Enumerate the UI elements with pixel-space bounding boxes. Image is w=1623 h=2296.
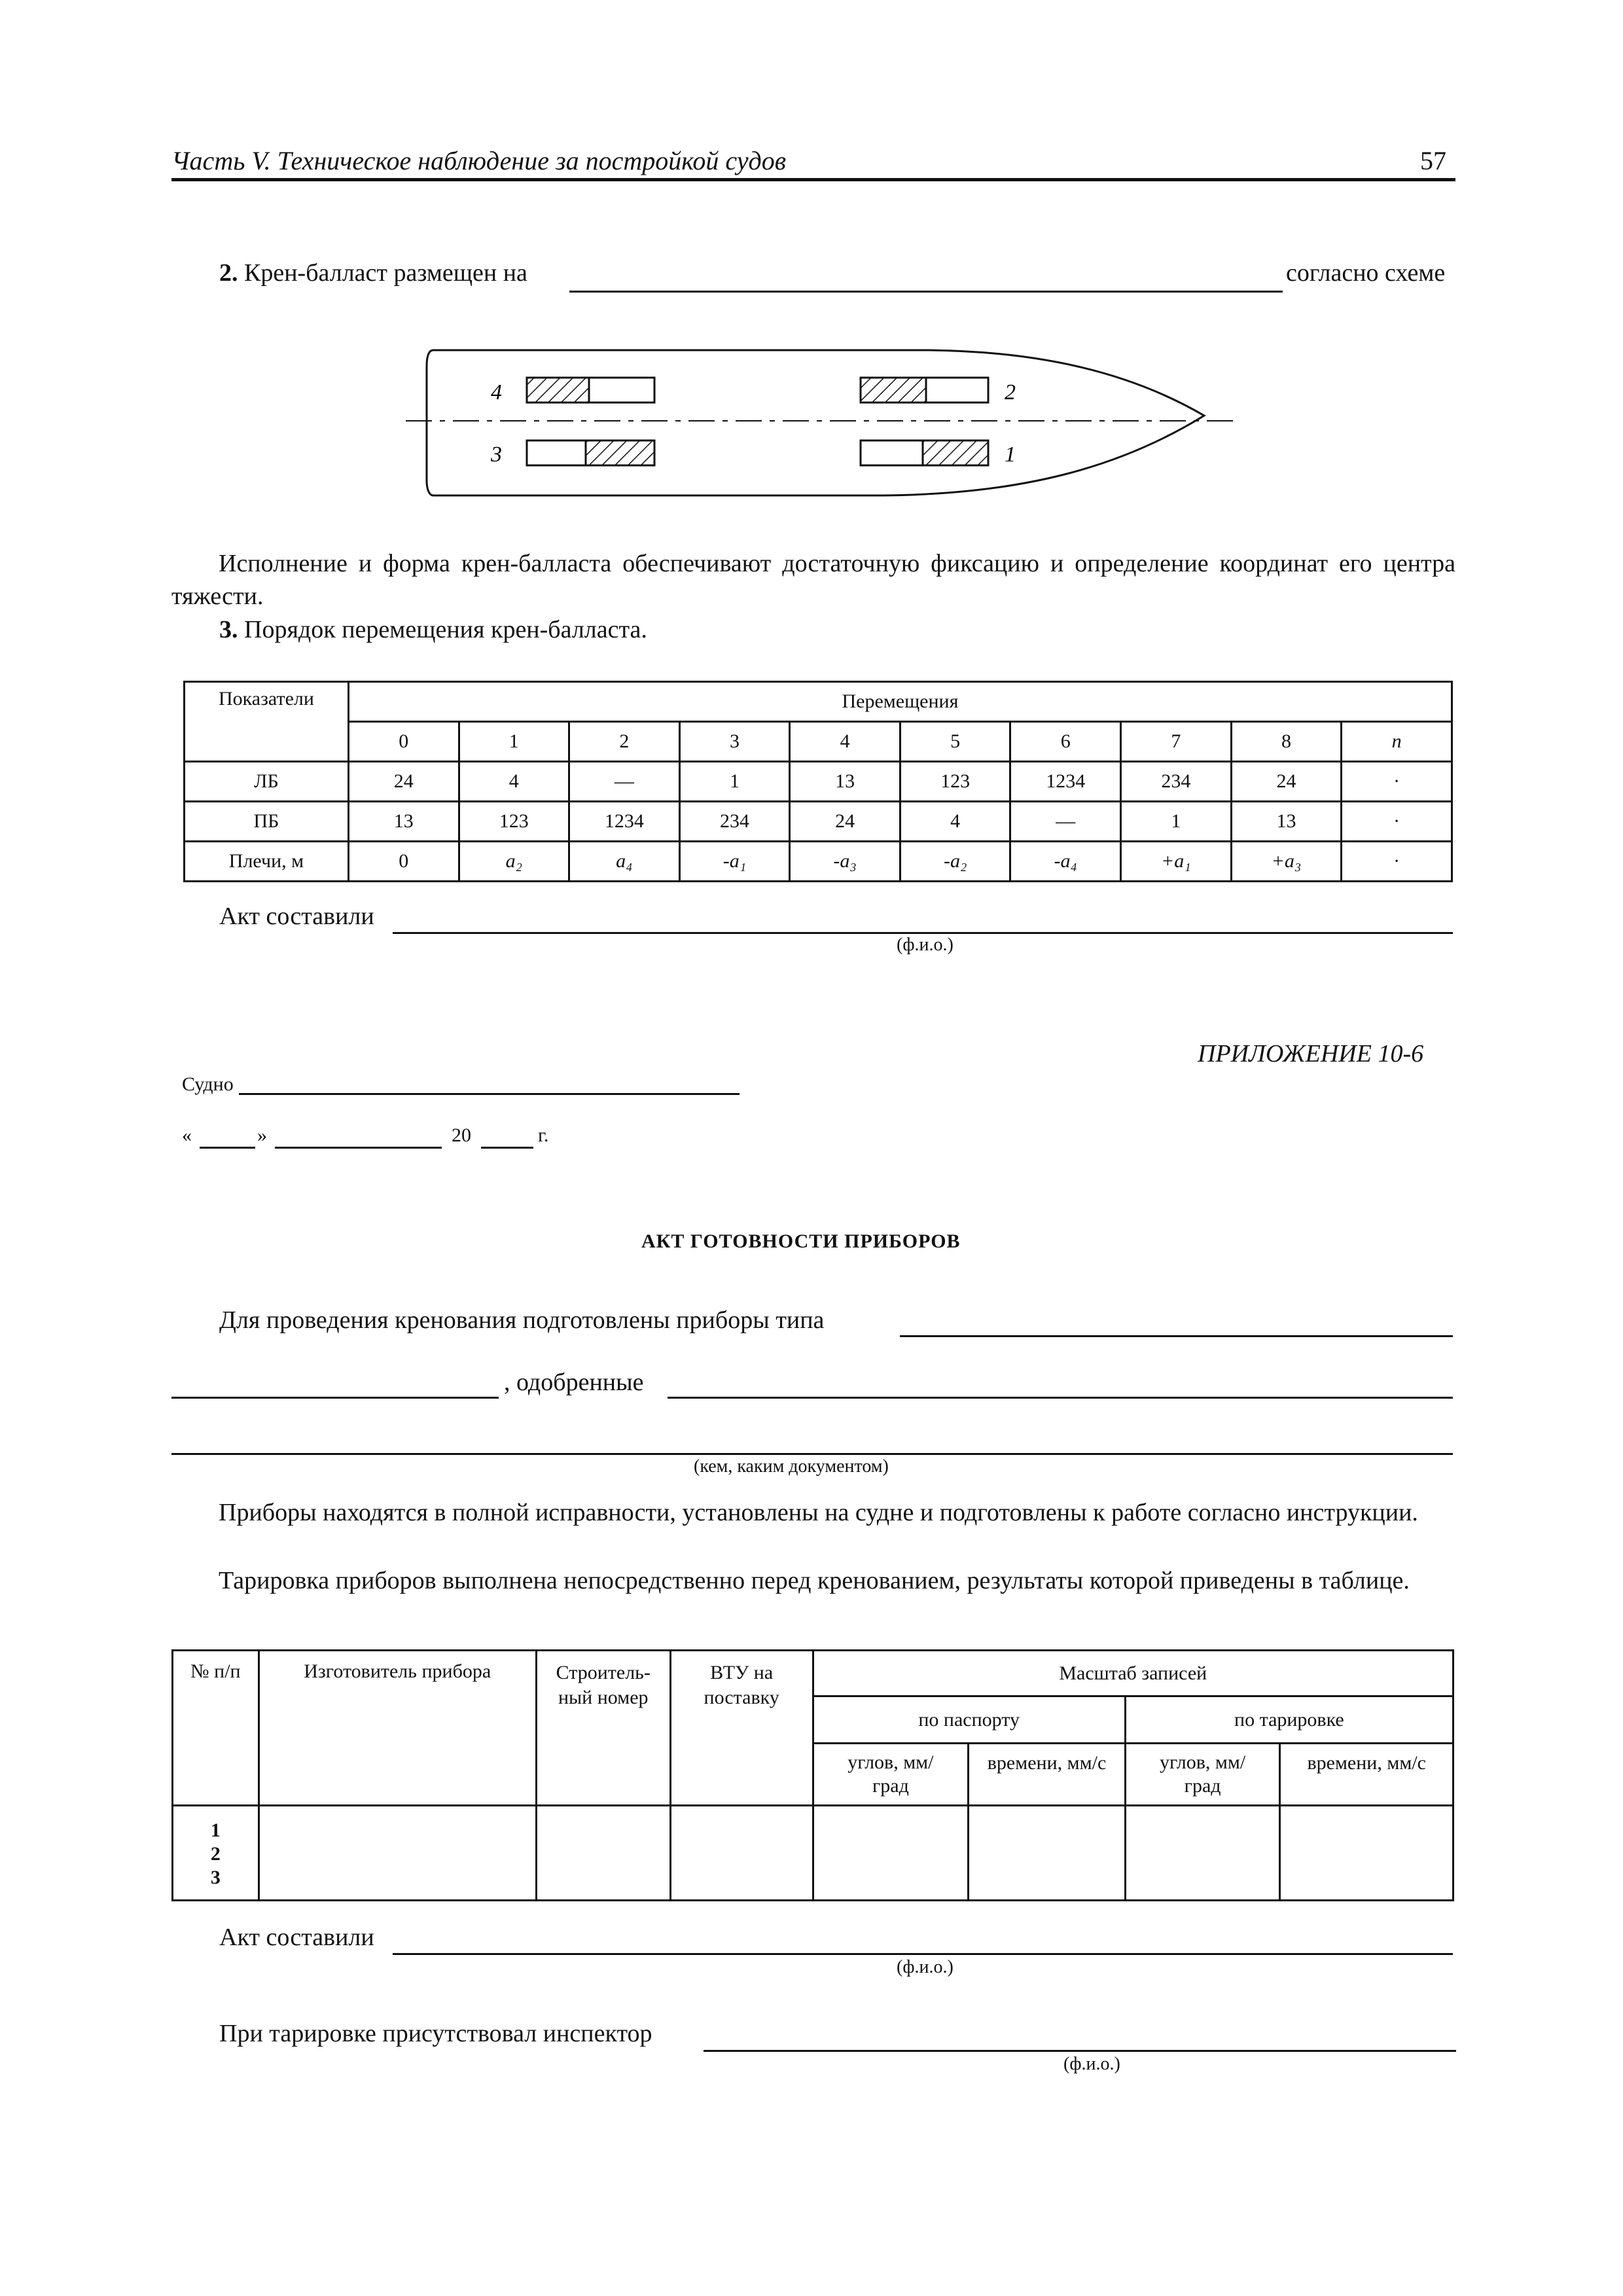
row-number: 2	[210, 1843, 221, 1865]
row-number: 3	[210, 1867, 221, 1888]
date-day-line[interactable]	[200, 1147, 255, 1149]
cell: 13	[790, 762, 901, 802]
paragraph-fixation	[171, 547, 1455, 613]
hull-outline	[427, 350, 1204, 495]
table-row	[185, 842, 1452, 882]
cell-maker[interactable]	[259, 1806, 536, 1901]
calibration-table	[171, 1649, 1454, 1901]
instruments-caption: (кем, каким документом)	[694, 1456, 889, 1477]
section2-fill-line[interactable]	[569, 291, 1283, 293]
cell-build[interactable]	[536, 1806, 670, 1901]
col-header: 8	[1231, 722, 1342, 762]
col-header: 2	[569, 722, 680, 762]
col-header: 1	[459, 722, 569, 762]
h-build: Строитель-ный номер	[536, 1651, 670, 1806]
h-passport: по паспорту	[813, 1696, 1125, 1744]
row-label: ПБ	[185, 802, 349, 842]
col-header: n	[1342, 722, 1452, 762]
section3-text: Порядок перемещения крен-балласта.	[244, 616, 647, 643]
section2-text: Крен-балласт размещен на	[244, 259, 527, 287]
act1-label: Акт составили	[219, 903, 374, 930]
ballast-movement-table	[183, 681, 1453, 882]
paragraph-fixation-text: Исполнение и форма крен-балласта обеспечивают достаточную фиксацию и определение координат его центра тяжести.	[171, 550, 1455, 610]
col-header: 4	[790, 722, 901, 762]
cell: 1234	[1010, 762, 1121, 802]
inspector-signature-line[interactable]	[704, 2050, 1456, 2052]
act1-signature-line[interactable]	[393, 932, 1453, 934]
h-scale: Масштаб записей	[813, 1651, 1453, 1696]
h-angles: углов, мм/град	[1125, 1744, 1280, 1806]
cell: ·	[1342, 842, 1452, 882]
ballast-box-4-hatched	[527, 378, 589, 403]
h-time: времени, мм/с	[969, 1744, 1126, 1806]
instruments-type-line[interactable]	[900, 1335, 1453, 1337]
section3-line	[219, 615, 647, 644]
cell: ·	[1342, 762, 1452, 802]
col-header: 5	[900, 722, 1010, 762]
row-number: 1	[210, 1820, 221, 1841]
cell: 4	[459, 762, 569, 802]
ballast-scheme-diagram	[393, 337, 1257, 507]
ballast-box-3-hatched	[586, 440, 654, 465]
cell: +a₁	[1121, 842, 1232, 882]
cell: 24	[348, 762, 459, 802]
instruments-authority-line[interactable]	[171, 1453, 1453, 1455]
instruments-line1: Для проведения кренования подготовлены приборы типа	[219, 1306, 825, 1334]
cell: 1	[679, 762, 790, 802]
cell: a₄	[569, 842, 680, 882]
act2-signature-line[interactable]	[393, 1953, 1453, 1955]
act1-caption: (ф.и.о.)	[897, 935, 954, 955]
page-number: 57	[1420, 146, 1446, 175]
cell: +a₃	[1231, 842, 1342, 882]
cell-passport-time[interactable]	[969, 1806, 1126, 1901]
table-row	[185, 762, 1452, 802]
h-vtu: ВТУ на поставку	[670, 1651, 813, 1806]
paragraph-instruments-ok	[171, 1496, 1455, 1529]
cell: 13	[1231, 802, 1342, 842]
inspector-caption: (ф.и.о.)	[1063, 2054, 1120, 2074]
instruments-approved-line[interactable]	[668, 1397, 1453, 1399]
h-tarirovka: по тарировке	[1125, 1696, 1453, 1744]
cell: 4	[900, 802, 1010, 842]
ship-name-line[interactable]	[239, 1093, 740, 1095]
cell: 24	[1231, 762, 1342, 802]
cell: 123	[459, 802, 569, 842]
header-indicators: Показатели	[185, 682, 349, 762]
header-rule	[171, 178, 1455, 181]
act2-label: Акт составили	[219, 1924, 374, 1951]
ship-label: Судно	[182, 1073, 234, 1095]
col-header: 3	[679, 722, 790, 762]
cell: 123	[900, 762, 1010, 802]
cell: 13	[348, 802, 459, 842]
cell-vtu[interactable]	[670, 1806, 813, 1901]
cell-passport-angles[interactable]	[813, 1806, 969, 1901]
date-year-prefix: 20	[452, 1124, 471, 1146]
date-year-suffix: г.	[538, 1124, 549, 1146]
cell-tarirovka-time[interactable]	[1280, 1806, 1454, 1901]
h-time: времени, мм/с	[1280, 1744, 1454, 1806]
cell: —	[569, 762, 680, 802]
table-row	[185, 802, 1452, 842]
cell: -a₄	[1010, 842, 1121, 882]
cell: -a₃	[790, 842, 901, 882]
cell: -a₁	[679, 842, 790, 882]
cell: ·	[1342, 802, 1452, 842]
section2-line	[219, 259, 527, 287]
paragraph-calibration	[171, 1564, 1455, 1597]
cell-tarirovka-angles[interactable]	[1125, 1806, 1280, 1901]
running-header: Часть V. Техническое наблюдение за постройкой судов	[171, 146, 787, 175]
h-no: № п/п	[173, 1651, 259, 1806]
cell: a₂	[459, 842, 569, 882]
label-1: 1	[1005, 442, 1016, 467]
inspector-label: При тарировке присутствовал инспектор	[219, 2020, 652, 2047]
section2-number: 2.	[219, 259, 238, 287]
col-header: 0	[348, 722, 459, 762]
instruments-prefix-line[interactable]	[171, 1397, 499, 1399]
cell: 234	[1121, 762, 1232, 802]
cell: 1234	[569, 802, 680, 842]
h-maker: Изготовитель прибора	[259, 1651, 536, 1806]
section2-suffix: согласно схеме	[1286, 259, 1446, 287]
h-angles: углов, мм/град	[813, 1744, 969, 1806]
paragraph-calibration-text: Тарировка приборов выполнена непосредственно перед кренованием, результаты которой приведены в таблице.	[219, 1567, 1410, 1594]
header-movements: Перемещения	[348, 682, 1452, 722]
appendix-label: ПРИЛОЖЕНИЕ 10-6	[1198, 1040, 1424, 1067]
cell: 0	[348, 842, 459, 882]
label-2: 2	[1005, 380, 1016, 404]
document-title: АКТ ГОТОВНОСТИ ПРИБОРОВ	[641, 1230, 961, 1252]
section3-number: 3.	[219, 616, 238, 643]
col-header: 7	[1121, 722, 1232, 762]
label-3: 3	[491, 442, 502, 467]
cell: 1	[1121, 802, 1232, 842]
row-label: Плечи, м	[185, 842, 349, 882]
date-month-line[interactable]	[275, 1147, 442, 1149]
row-label: ЛБ	[185, 762, 349, 802]
paragraph-instruments-ok-text: Приборы находятся в полной исправности, установлены на судне и подготовлены к работе согласно инструкции.	[219, 1499, 1418, 1526]
date-close-quote: »	[257, 1124, 267, 1146]
label-4: 4	[491, 380, 502, 404]
date-open-quote: «	[182, 1124, 192, 1146]
date-year-line[interactable]	[481, 1147, 533, 1149]
col-header: 6	[1010, 722, 1121, 762]
ballast-box-1-hatched	[923, 440, 988, 465]
cell: 234	[679, 802, 790, 842]
act2-caption: (ф.и.о.)	[897, 1957, 954, 1977]
cell: -a₂	[900, 842, 1010, 882]
cell: —	[1010, 802, 1121, 842]
cell: 24	[790, 802, 901, 842]
ballast-box-2-hatched	[861, 378, 926, 403]
row-numbers-cell	[173, 1806, 259, 1901]
instruments-approved: , одобренные	[504, 1369, 644, 1396]
